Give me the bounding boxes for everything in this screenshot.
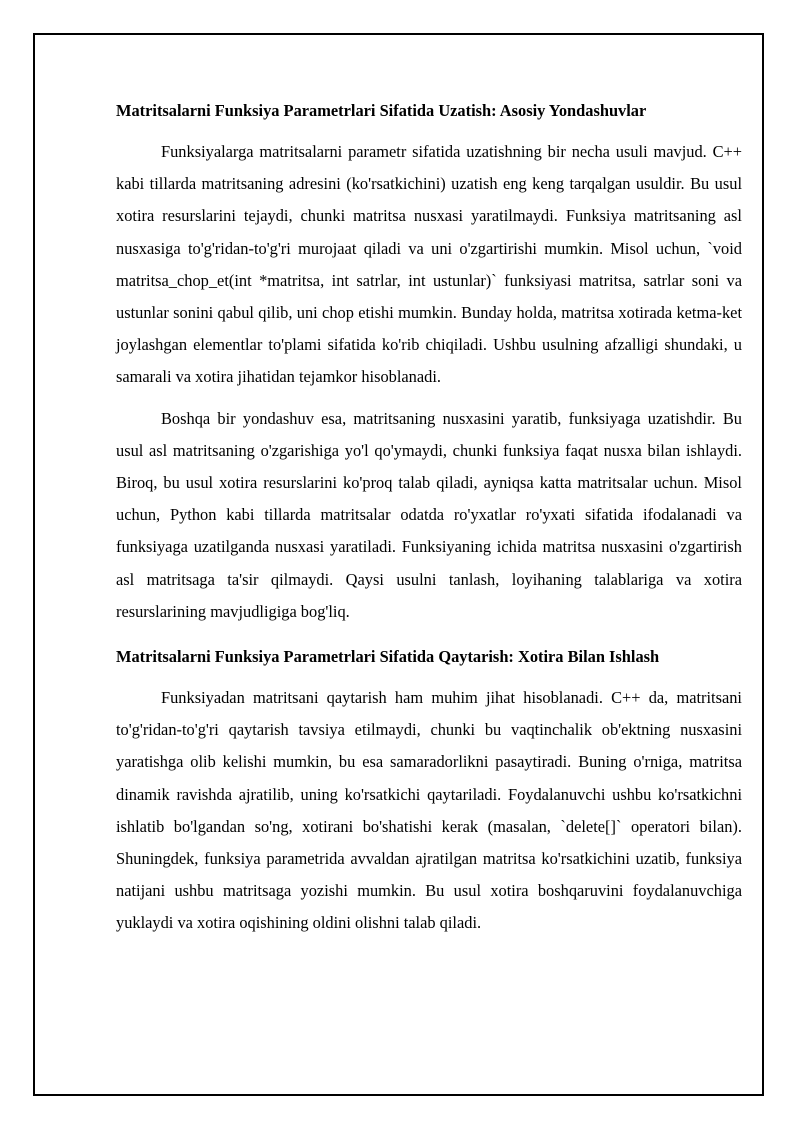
paragraph-returning-matrix: Funksiyadan matritsani qaytarish ham muhim jihat hisoblanadi. C++ da, matritsani to'g'ridan-to'g'ri qaytarish tavsiya etilmaydi, chunki bu vaqtinchalik ob'ektning nusxasini yaratishga olib kelishi mumkin, bu esa samaradorlikni pasaytiradi. Buning o'rniga, matritsa dinamik ravishda ajratilib, uning ko'rsatkichi qaytariladi. Foydalanuvchi ushbu ko'rsatkichni ishlatib bo'lgandan so'ng, xotirani bo'shatishi kerak (masalan, `delete[]` operatori bilan). Shuningdek, funksiya parametrida avvaldan ajratilgan matritsa ko'rsatkichini uzatib, funksiya natijani ushbu matritsaga yozishi mumkin. Bu usul xotira boshqaruvini foydalanuvchiga yuklaydi va xotira oqishining oldini olishni talab qiladi. bbox=[116, 688, 742, 933]
document-body bbox=[116, 98, 742, 949]
section-heading-uzatish: Matritsalarni Funksiya Parametrlari Sifatida Uzatish: Asosiy Yondashuvlar bbox=[116, 101, 647, 120]
paragraph-copy-passing: Boshqa bir yondashuv esa, matritsaning nusxasini yaratib, funksiyaga uzatishdir. Bu usul asl matritsaning o'zgarishiga yo'l qo'ymaydi, chunki funksiya faqat nusxa bilan ishlaydi. Biroq, bu usul xotira resurslarini ko'proq talab qiladi, ayniqsa katta matritsalar uchun. Misol uchun, Python kabi tillarda matritsalar odatda ro'yxatlar ro'yxati sifatida ifodalanadi va funksiyaga uzatilganda nusxasi yaratiladi. Funksiyaning ichida matritsa nusxasini o'zgartirish asl matritsaga ta'sir qilmaydi. Qaysi usulni tanlash, loyihaning talablariga va xotira resurslarining mavjudligiga bog'liq. bbox=[116, 408, 742, 621]
section-heading-qaytarish: Matritsalarni Funksiya Parametrlari Sifatida Qaytarish: Xotira Bilan Ishlash bbox=[116, 647, 660, 667]
paragraph-pointer-passing: Funksiyalarga matritsalarni parametr sifatida uzatishning bir necha usuli mavjud. C++ kabi tillarda matritsaning adresini (ko'rsatkichini) uzatish eng keng tarqalgan usuldir. Bu usul xotira resurslarini tejaydi, chunki matritsa nusxasi yaratilmaydi. Funksiya matritsaning asl nusxasiga to'g'ridan-to'g'ri murojaat qiladi va uni o'zgartirishi mumkin. Misol uchun, `void matritsa_chop_et(int *matritsa, int satrlar, int ustunlar)` funksiyasi matritsa, satrlar soni va ustunlar sonini qabul qilib, uni chop etishi mumkin. Bunday holda, matritsa xotirada ketma-ket joylashgan elementlar to'plami sifatida ko'rib chiqiladi. Ushbu usulning afzalligi shundaki, u samarali va xotira jihatidan tejamkor hisoblanadi. bbox=[116, 142, 742, 387]
